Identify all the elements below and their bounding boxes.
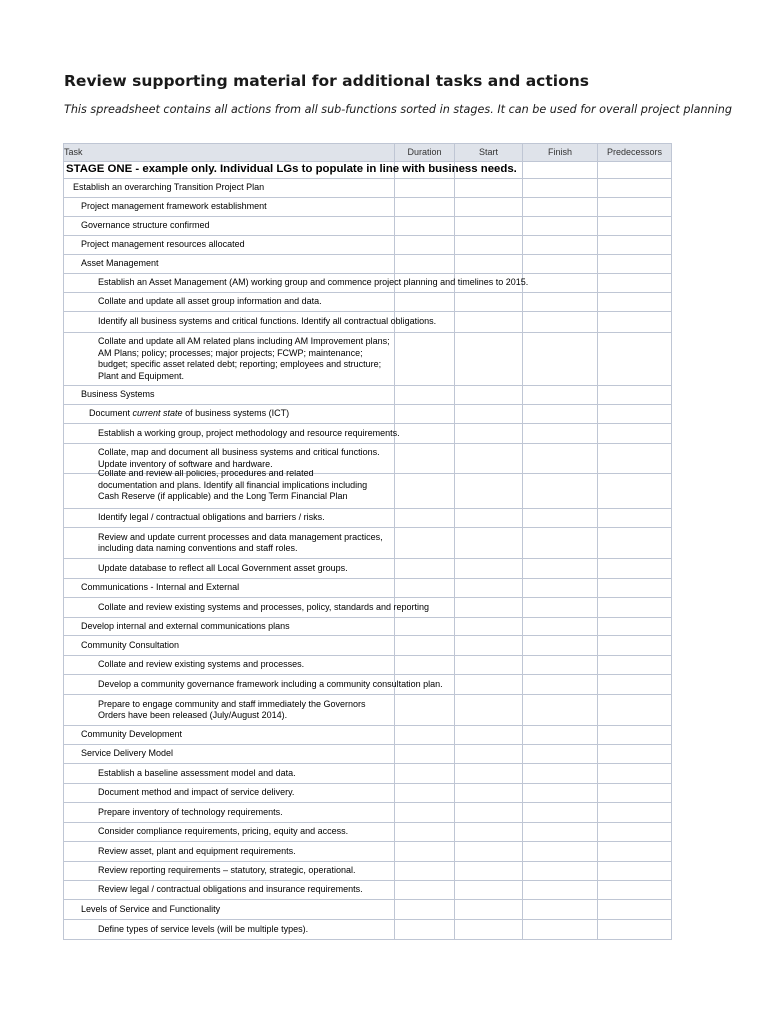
- table-row: [64, 636, 672, 656]
- task-cell[interactable]: [64, 881, 395, 900]
- page-subtitle: This spreadsheet contains all actions from all sub-functions sorted in stages. It can be used for overall project planning: [64, 103, 732, 116]
- task-cell[interactable]: [64, 636, 395, 656]
- duration-cell[interactable]: [395, 803, 455, 823]
- duration-cell[interactable]: [395, 236, 455, 255]
- table-row: [64, 823, 672, 842]
- predecessors-cell[interactable]: [598, 255, 672, 274]
- task-cell[interactable]: [64, 900, 395, 920]
- table-row: [64, 255, 672, 274]
- task-cell[interactable]: [64, 823, 395, 842]
- predecessors-cell[interactable]: [598, 424, 672, 444]
- duration-cell[interactable]: [395, 726, 455, 745]
- task-text: Document current state of business systems (ICT): [89, 408, 290, 419]
- table-row: [64, 559, 672, 579]
- task-text: Establish an overarching Transition Project Plan: [73, 182, 265, 193]
- predecessors-cell[interactable]: [598, 784, 672, 803]
- duration-cell[interactable]: [395, 444, 455, 474]
- predecessors-cell[interactable]: [598, 405, 672, 424]
- table-row: [64, 618, 672, 636]
- task-text: Consider compliance requirements, pricing, equity and access.: [98, 826, 349, 837]
- task-text: Community Consultation: [81, 639, 180, 650]
- predecessors-cell[interactable]: [598, 726, 672, 745]
- finish-cell[interactable]: [523, 444, 598, 474]
- task-text: Establish an Asset Management (AM) working group and commence project planning and timelines to 2015.: [98, 277, 529, 288]
- finish-cell[interactable]: [523, 695, 598, 726]
- finish-cell[interactable]: [523, 312, 598, 333]
- finish-cell[interactable]: [523, 745, 598, 764]
- predecessors-cell[interactable]: [598, 474, 672, 509]
- task-text: Collate and review all policies, procedures and related documentation and plans. Identify all financial implications including Cash Reserve (if applicable) and the Long Term Financial Plan: [98, 470, 368, 501]
- finish-cell[interactable]: [523, 920, 598, 940]
- task-table: [63, 143, 672, 940]
- duration-cell[interactable]: [395, 764, 455, 784]
- start-cell[interactable]: [455, 255, 523, 274]
- task-text: Review asset, plant and equipment requirements.: [98, 845, 296, 856]
- duration-cell[interactable]: [395, 509, 455, 528]
- task-cell[interactable]: [64, 579, 395, 598]
- table-row: [64, 842, 672, 862]
- task-cell[interactable]: [64, 386, 395, 405]
- finish-cell[interactable]: [523, 862, 598, 881]
- duration-cell[interactable]: [395, 386, 455, 405]
- start-cell[interactable]: [455, 764, 523, 784]
- predecessors-cell[interactable]: [598, 862, 672, 881]
- table-row: [64, 695, 672, 726]
- duration-cell[interactable]: [395, 900, 455, 920]
- table-row: [64, 274, 672, 293]
- predecessors-cell[interactable]: [598, 764, 672, 784]
- predecessors-cell[interactable]: [598, 881, 672, 900]
- page-title: Review supporting material for additional tasks and actions: [64, 72, 590, 90]
- predecessors-cell[interactable]: [598, 900, 672, 920]
- start-cell[interactable]: [455, 312, 523, 333]
- predecessors-cell[interactable]: [598, 618, 672, 636]
- start-cell[interactable]: [455, 198, 523, 217]
- table-row: [64, 900, 672, 920]
- task-text: Develop internal and external communications plans: [81, 620, 290, 631]
- task-text: Establish a working group, project methodology and resource requirements.: [98, 427, 400, 438]
- task-cell[interactable]: [64, 179, 395, 198]
- column-header-finish[interactable]: Finish: [523, 144, 598, 162]
- finish-cell[interactable]: [523, 509, 598, 528]
- predecessors-cell[interactable]: [598, 179, 672, 198]
- start-cell[interactable]: [455, 862, 523, 881]
- finish-cell[interactable]: [523, 823, 598, 842]
- table-row: [64, 675, 672, 695]
- start-cell[interactable]: [455, 528, 523, 559]
- task-cell[interactable]: [64, 656, 395, 675]
- task-cell[interactable]: [64, 528, 395, 559]
- table-row: [64, 598, 672, 618]
- task-text: Levels of Service and Functionality: [81, 903, 221, 914]
- finish-cell[interactable]: [523, 474, 598, 509]
- table-row: [64, 862, 672, 881]
- predecessors-cell[interactable]: [598, 217, 672, 236]
- finish-cell[interactable]: [523, 764, 598, 784]
- table-row: [64, 424, 672, 444]
- predecessors-cell[interactable]: [598, 842, 672, 862]
- finish-cell[interactable]: [523, 179, 598, 198]
- task-cell[interactable]: [64, 842, 395, 862]
- duration-cell[interactable]: [395, 842, 455, 862]
- table-row: [64, 726, 672, 745]
- finish-cell[interactable]: [523, 618, 598, 636]
- duration-cell[interactable]: [395, 293, 455, 312]
- task-cell[interactable]: [64, 726, 395, 745]
- task-text: Document method and impact of service delivery.: [98, 787, 295, 798]
- start-cell[interactable]: [455, 745, 523, 764]
- finish-cell[interactable]: [523, 198, 598, 217]
- task-text: Prepare inventory of technology requirements.: [98, 806, 283, 817]
- finish-cell[interactable]: [523, 255, 598, 274]
- predecessors-cell[interactable]: [598, 695, 672, 726]
- column-header-task[interactable]: Task: [64, 144, 395, 162]
- finish-cell[interactable]: [523, 405, 598, 424]
- table-row: [64, 656, 672, 675]
- table-row: [64, 528, 672, 559]
- start-cell[interactable]: [455, 675, 523, 695]
- duration-cell[interactable]: [395, 881, 455, 900]
- task-text: Collate and update all asset group information and data.: [98, 296, 322, 307]
- task-text: Collate, map and document all business systems and critical functions. Update inventory of software and hardware.: [98, 447, 380, 469]
- duration-cell[interactable]: [395, 823, 455, 842]
- predecessors-cell[interactable]: [598, 528, 672, 559]
- task-cell[interactable]: [64, 764, 395, 784]
- table-row: [64, 509, 672, 528]
- predecessors-cell[interactable]: [598, 274, 672, 293]
- start-cell[interactable]: [455, 881, 523, 900]
- duration-cell[interactable]: [395, 179, 455, 198]
- task-cell[interactable]: [64, 618, 395, 636]
- start-cell[interactable]: [455, 823, 523, 842]
- predecessors-cell[interactable]: [598, 333, 672, 386]
- task-text: Asset Management: [81, 258, 159, 269]
- start-cell[interactable]: [455, 920, 523, 940]
- start-cell[interactable]: [455, 179, 523, 198]
- predecessors-cell[interactable]: [598, 920, 672, 940]
- table-row: [64, 217, 672, 236]
- start-cell[interactable]: [455, 579, 523, 598]
- start-cell[interactable]: [455, 217, 523, 236]
- duration-cell[interactable]: [395, 636, 455, 656]
- duration-cell[interactable]: [395, 618, 455, 636]
- task-text: Review legal / contractual obligations and insurance requirements.: [98, 884, 363, 895]
- table-row: [64, 764, 672, 784]
- start-cell[interactable]: [455, 386, 523, 405]
- finish-cell[interactable]: [523, 162, 598, 179]
- table-row: [64, 198, 672, 217]
- table-header-row: [64, 144, 672, 162]
- duration-cell[interactable]: [395, 656, 455, 675]
- table-row: [64, 405, 672, 424]
- task-text: Communications - Internal and External: [81, 582, 240, 593]
- task-cell[interactable]: [64, 920, 395, 940]
- predecessors-cell[interactable]: [598, 236, 672, 255]
- task-cell[interactable]: [64, 312, 437, 333]
- finish-cell[interactable]: [523, 528, 598, 559]
- finish-cell[interactable]: [523, 803, 598, 823]
- finish-cell[interactable]: [523, 424, 598, 444]
- finish-cell[interactable]: [523, 726, 598, 745]
- start-cell[interactable]: [455, 618, 523, 636]
- task-text: Define types of service levels (will be multiple types).: [98, 923, 309, 934]
- task-text: Update database to reflect all Local Government asset groups.: [98, 562, 348, 573]
- start-cell[interactable]: [455, 236, 523, 255]
- task-text: Establish a baseline assessment model and data.: [98, 767, 296, 778]
- duration-cell[interactable]: [395, 198, 455, 217]
- finish-cell[interactable]: [523, 579, 598, 598]
- finish-cell[interactable]: [523, 636, 598, 656]
- start-cell[interactable]: [455, 474, 523, 509]
- duration-cell[interactable]: [395, 405, 455, 424]
- start-cell[interactable]: [455, 695, 523, 726]
- task-cell[interactable]: [64, 675, 443, 695]
- task-text: Review and update current processes and data management practices, including data naming conventions and staff roles.: [98, 531, 383, 553]
- predecessors-cell[interactable]: [598, 579, 672, 598]
- task-cell[interactable]: [64, 745, 395, 764]
- predecessors-cell[interactable]: [598, 293, 672, 312]
- predecessors-cell[interactable]: [598, 745, 672, 764]
- column-header-predecessors[interactable]: Predecessors: [598, 144, 672, 162]
- predecessors-cell[interactable]: [598, 559, 672, 579]
- duration-cell[interactable]: [395, 862, 455, 881]
- task-cell[interactable]: [64, 444, 395, 474]
- start-cell[interactable]: [455, 333, 523, 386]
- task-text: Collate and review existing systems and processes.: [98, 659, 305, 670]
- start-cell[interactable]: [455, 900, 523, 920]
- table-row: [64, 293, 672, 312]
- predecessors-cell[interactable]: [598, 444, 672, 474]
- task-cell[interactable]: [64, 509, 395, 528]
- table-row: [64, 881, 672, 900]
- table-row: [64, 179, 672, 198]
- finish-cell[interactable]: [523, 656, 598, 675]
- start-cell[interactable]: [455, 842, 523, 862]
- task-text: Governance structure confirmed: [81, 220, 210, 231]
- task-text: Project management resources allocated: [81, 239, 245, 250]
- task-cell[interactable]: [64, 405, 395, 424]
- table-row: [64, 920, 672, 940]
- predecessors-cell[interactable]: [598, 636, 672, 656]
- task-text: Project management framework establishment: [81, 201, 267, 212]
- finish-cell[interactable]: [523, 881, 598, 900]
- duration-cell[interactable]: [395, 559, 455, 579]
- finish-cell[interactable]: [523, 598, 598, 618]
- table-row: [64, 579, 672, 598]
- predecessors-cell[interactable]: [598, 656, 672, 675]
- task-text: Business Systems: [81, 389, 155, 400]
- table-row: [64, 444, 672, 474]
- finish-cell[interactable]: [523, 900, 598, 920]
- start-cell[interactable]: [455, 293, 523, 312]
- predecessors-cell[interactable]: [598, 675, 672, 695]
- task-text: Review reporting requirements – statutory, strategic, operational.: [98, 865, 356, 876]
- start-cell[interactable]: [455, 656, 523, 675]
- task-cell[interactable]: [64, 198, 395, 217]
- finish-cell[interactable]: [523, 559, 598, 579]
- start-cell[interactable]: [455, 509, 523, 528]
- column-header-duration[interactable]: Duration: [395, 144, 455, 162]
- start-cell[interactable]: [455, 636, 523, 656]
- duration-cell[interactable]: [395, 255, 455, 274]
- task-cell[interactable]: [64, 236, 395, 255]
- duration-cell[interactable]: [395, 474, 455, 509]
- start-cell[interactable]: [455, 598, 523, 618]
- task-text: Service Delivery Model: [81, 748, 174, 759]
- finish-cell[interactable]: [523, 675, 598, 695]
- finish-cell[interactable]: [523, 236, 598, 255]
- predecessors-cell[interactable]: [598, 823, 672, 842]
- duration-cell[interactable]: [395, 217, 455, 236]
- table-row: [64, 474, 672, 509]
- task-cell[interactable]: [64, 293, 395, 312]
- start-cell[interactable]: [455, 803, 523, 823]
- start-cell[interactable]: [455, 559, 523, 579]
- task-cell[interactable]: [64, 862, 395, 881]
- start-cell[interactable]: [455, 444, 523, 474]
- table-row: [64, 312, 672, 333]
- stage-heading: STAGE ONE - example only. Individual LGs to populate in line with business needs.: [66, 163, 517, 176]
- duration-cell[interactable]: [395, 579, 455, 598]
- task-text: Community Development: [81, 729, 183, 740]
- predecessors-cell[interactable]: [598, 198, 672, 217]
- task-cell[interactable]: [64, 255, 395, 274]
- table-row: [64, 386, 672, 405]
- predecessors-cell[interactable]: [598, 162, 672, 179]
- duration-cell[interactable]: [395, 784, 455, 803]
- column-header-start[interactable]: Start: [455, 144, 523, 162]
- duration-cell[interactable]: [395, 920, 455, 940]
- task-cell[interactable]: [64, 162, 517, 179]
- finish-cell[interactable]: [523, 274, 598, 293]
- task-cell[interactable]: [64, 784, 395, 803]
- finish-cell[interactable]: [523, 217, 598, 236]
- duration-cell[interactable]: [395, 528, 455, 559]
- finish-cell[interactable]: [523, 333, 598, 386]
- finish-cell[interactable]: [523, 842, 598, 862]
- task-text: Identify legal / contractual obligations and barriers / risks.: [98, 512, 325, 523]
- task-cell[interactable]: [64, 424, 400, 444]
- predecessors-cell[interactable]: [598, 509, 672, 528]
- predecessors-cell[interactable]: [598, 312, 672, 333]
- start-cell[interactable]: [455, 726, 523, 745]
- start-cell[interactable]: [455, 405, 523, 424]
- task-text: Collate and update all AM related plans including AM Improvement plans; AM Plans; policy; processes; major projects; FCWP; maintenance; budget; specific asset related debt; reporting; employees and structure; Plant and Equipment.: [98, 336, 390, 381]
- table-row: [64, 236, 672, 255]
- task-text: Prepare to engage community and staff immediately the Governors Orders have been released (July/August 2014).: [98, 698, 366, 720]
- predecessors-cell[interactable]: [598, 803, 672, 823]
- table-row: [64, 162, 672, 179]
- task-text: Identify all business systems and critical functions. Identify all contractual obligations.: [98, 316, 437, 327]
- task-cell[interactable]: [64, 695, 395, 726]
- table-row: [64, 333, 672, 386]
- duration-cell[interactable]: [395, 333, 455, 386]
- start-cell[interactable]: [455, 424, 523, 444]
- finish-cell[interactable]: [523, 386, 598, 405]
- task-text: Collate and review existing systems and processes, policy, standards and reporting: [98, 601, 430, 612]
- start-cell[interactable]: [455, 784, 523, 803]
- table-row: [64, 803, 672, 823]
- task-cell[interactable]: [64, 217, 395, 236]
- task-cell[interactable]: [64, 598, 430, 618]
- task-cell[interactable]: [64, 803, 395, 823]
- task-text: Develop a community governance framework including a community consultation plan.: [98, 678, 443, 689]
- finish-cell[interactable]: [523, 784, 598, 803]
- task-cell[interactable]: [64, 274, 529, 293]
- task-cell[interactable]: [64, 470, 395, 509]
- duration-cell[interactable]: [395, 695, 455, 726]
- predecessors-cell[interactable]: [598, 598, 672, 618]
- duration-cell[interactable]: [395, 745, 455, 764]
- table-row: [64, 784, 672, 803]
- task-cell[interactable]: [64, 559, 395, 579]
- predecessors-cell[interactable]: [598, 386, 672, 405]
- duration-cell[interactable]: [395, 424, 455, 444]
- finish-cell[interactable]: [523, 293, 598, 312]
- table-row: [64, 745, 672, 764]
- task-cell[interactable]: [64, 333, 395, 386]
